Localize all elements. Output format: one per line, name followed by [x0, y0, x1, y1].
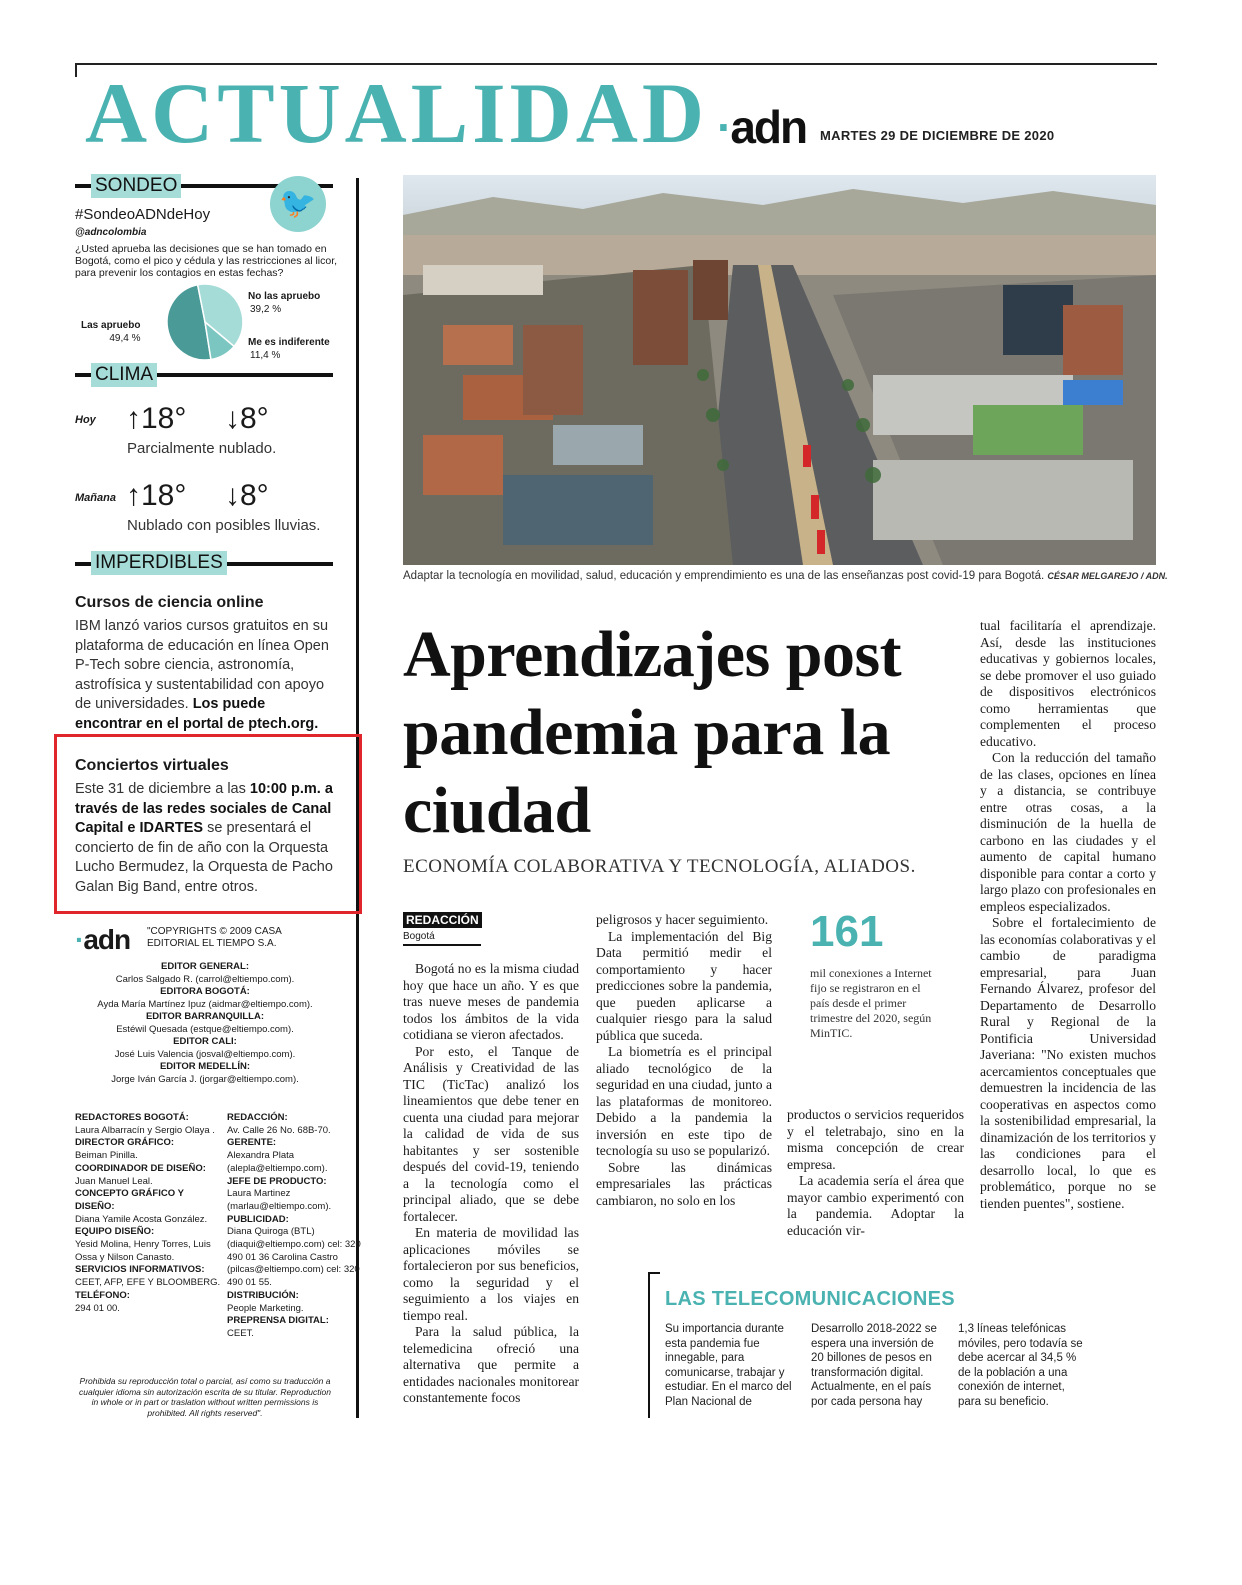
paragraph: tual facilitaría el aprendizaje. Así, desde las instituciones educativas y gobiernos locales, se debe promover el uso guiado de dispositivos electrónicos como herramientas que complementen el proceso educativo.	[980, 618, 1156, 749]
paragraph: La biometría es el principal aliado tecnológico de la seguridad en una ciudad, junto a las plataformas de monitoreo. Debido a la pandemia la inversión en este tipo de tecnología su uso se popularizó.	[596, 1044, 772, 1158]
photo-caption	[403, 570, 1168, 582]
editor-entry: EDITOR BARRANQUILLA: Estéwil Quesada (estque@eltiempo.com).	[116, 1011, 294, 1035]
poll-label-indiff-value: 11,4 %	[250, 350, 281, 361]
paragraph: Sobre el fortalecimiento de las economías colaborativas y el cambio de paradigma empresarial, para Juan Fernando Álvarez, profesor del Departamento de Desarrollo Rural y Regional de la Pontificia Universidad Javeriana: "No existen muchos acercamientos conceptuales que demuestren la incidencia de las cooperativas en aspectos como la sostenibilidad empresarial, la dinamización de los territorios y las condiciones para el desarrollo local, lo que es problemático, porque no se tienden puentes", sostiene.	[980, 915, 1156, 1211]
highlights-heading: IMPERDIBLES	[91, 551, 227, 575]
brief-concerts-title: Conciertos virtuales	[75, 757, 229, 774]
twitter-bird-icon: 🐦	[270, 176, 326, 232]
staff-list-left	[75, 1112, 225, 1315]
poll-label-yes	[81, 319, 140, 345]
weather-tomorrow-low: ↓8°	[225, 479, 269, 512]
weather-today-desc: Parcialmente nublado.	[127, 440, 277, 457]
editor-entry: EDITOR MEDELLÍN: Jorge Iván García J. (jorgar@eltiempo.com).	[111, 1061, 299, 1085]
brief-concerts-text-b: se presentará el concierto de fin de año con la Orquesta Lucho Bermudez, la Orquesta de Pacho Galan Big Band, entre otros.	[75, 820, 333, 895]
paragraph: La implementación del Big Data permitió medir el comportamiento y hacer predicciones sobre la pandemia, que pueden aplicarse a cualquier riesgo para la salud pública que suceda.	[596, 928, 772, 1043]
paragraph: productos o servicios requeridos y el teletrabajo, sino en la misma concepción de crear empresa.	[787, 1107, 964, 1172]
article-column-4	[980, 618, 1156, 1212]
poll-label-no-name: No las apruebo	[248, 291, 321, 302]
weather-today-day: Hoy	[75, 414, 96, 426]
brief-courses-title: Cursos de ciencia online	[75, 594, 264, 611]
paragraph: peligrosos y hacer seguimiento.	[596, 912, 769, 927]
editor-entry: EDITORA BOGOTÁ: Ayda María Martínez Ipuz (aidmar@eltiempo.com).	[97, 986, 313, 1010]
poll-handle: @adncolombia	[75, 227, 147, 238]
staff-entry: REDACCIÓN: Av. Calle 26 No. 68B-70.	[227, 1112, 331, 1136]
staff-entry: SERVICIOS INFORMATIVOS: CEET, AFP, EFE Y BLOOMBERG.	[75, 1264, 221, 1289]
section-title: ACTUALIDAD	[85, 65, 708, 161]
credits-logo: ·adn	[75, 924, 131, 955]
byline-label: REDACCIÓN	[403, 912, 482, 928]
staff-entry: DIRECTOR GRÁFICO: Beiman Pinilla.	[75, 1137, 175, 1162]
byline-rule	[403, 944, 481, 946]
article-column-3	[787, 1107, 964, 1239]
brief-concerts-body	[75, 780, 333, 897]
hero-photo	[403, 175, 1156, 565]
article-subhead: ECONOMÍA COLABORATIVA Y TECNOLOGÍA, ALIADOS.	[403, 856, 916, 877]
telecom-column-1: Su importancia durante esta pandemia fue innegable, para comunicarse, trabajar y estudiar. En el marco del Plan Nacional de	[665, 1323, 792, 1408]
poll-question: ¿Usted aprueba las decisiones que se han tomado en Bogotá, como el pico y cédula y las restricciones al licor, para prevenir los contagios en estas fechas?	[75, 243, 338, 279]
editors-list	[75, 961, 335, 1086]
brief-courses-body	[75, 617, 333, 734]
article-column-1	[403, 961, 579, 1407]
article-headline: Aprendizajes post pandemia para la ciudad	[403, 618, 902, 847]
staff-entry: JEFE DE PRODUCTO: Laura Martinez (marlau@eltiempo.com).	[227, 1175, 332, 1212]
staff-entry: CONCEPTO GRÁFICO Y DISEÑO: Diana Yamile Acosta González.	[75, 1188, 208, 1225]
issue-date: MARTES 29 DE DICIEMBRE DE 2020	[820, 128, 1055, 143]
brand-logo: ·adn	[717, 101, 807, 153]
poll-label-indiff	[248, 336, 330, 362]
byline-city: Bogotá	[403, 931, 435, 942]
paragraph: Sobre las dinámicas empresariales las prácticas cambiaron, no solo en los	[596, 1159, 772, 1208]
editor-entry: EDITOR CALI: José Luis Valencia (josval@eltiempo.com).	[114, 1036, 296, 1060]
staff-entry: PUBLICIDAD: Diana Quiroga (BTL) (diaqui@eltiempo.com) cel: 320 490 01 36 Carolina Castro (pilcas@eltiempo.com) cel: 320 490 01 55.	[227, 1213, 361, 1289]
poll-heading: SONDEO	[91, 174, 181, 198]
poll-label-yes-value: 49,4 %	[109, 333, 141, 344]
staff-entry: COORDINADOR DE DISEÑO: Juan Manuel Leal.	[75, 1162, 206, 1187]
copyright-notice: "COPYRIGHTS © 2009 CASA EDITORIAL EL TIEMPO S.A.	[147, 926, 282, 949]
weather-tomorrow-desc: Nublado con posibles lluvias.	[127, 517, 321, 534]
poll-label-yes-name: Las apruebo	[81, 320, 141, 331]
telecom-column-3: 1,3 líneas telefónicas móviles, pero todavía se debe acercar al 34,5 % de la población a una conexión de internet, para su beneficio.	[958, 1323, 1083, 1408]
stat-text: mil conexiones a Internet fijo se registraron en el país desde el primer trimestre del 2020, según MinTIC.	[810, 966, 932, 1040]
weather-tomorrow-day: Mañana	[75, 492, 116, 504]
staff-entry: TELÉFONO: 294 01 00.	[75, 1289, 130, 1314]
photo-caption-text: Adaptar la tecnología en movilidad, salud, educación y emprendimiento es una de las enseñanzas post covid-19 para Bogotá.	[403, 570, 1045, 582]
weather-heading: CLIMA	[91, 363, 157, 387]
paragraph: Bogotá no es la misma ciudad hoy que hace un año. Y es que tras nueve meses de pandemia todos los ámbitos de la vida cotidiana se vieron afectados.	[403, 961, 579, 1042]
paragraph: Para la salud pública, la telemedicina ofreció una alternativa que permite a entidades nacionales monitorear constantemente focos	[403, 1324, 579, 1405]
article-column-2	[596, 912, 772, 1209]
editor-entry: EDITOR GENERAL: Carlos Salgado R. (carrol@eltiempo.com).	[115, 961, 295, 985]
weather-tomorrow-high: ↑18°	[126, 479, 187, 512]
poll-label-no	[248, 290, 320, 316]
paragraph: Por esto, el Tanque de Análisis y Creatividad de las TIC (TicTac) analizó los lineamientos que debe tener en cuenta una ciudad para mejorar la calidad de vida de sus habitantes y ser sostenible después del covid-19, teniendo a la tecnología como el principal aliado, que se debe fortalecer.	[403, 1043, 579, 1224]
staff-entry: EQUIPO DISEÑO: Yesid Molina, Henry Torres, Luis Ossa y Nilson Canasto.	[75, 1226, 211, 1263]
staff-entry: DISTRIBUCIÓN: People Marketing.	[227, 1289, 304, 1314]
photo-credit: CÉSAR MELGAREJO / ADN.	[1047, 571, 1168, 581]
legal-notice: Prohibida su reproducción total o parcial, así como su traducción a cualquier idioma sin autorización escrita de su titular. Reproduction in whole or in part or traslation without written permissions is prohibited. All rights reserved".	[79, 1376, 331, 1418]
paragraph: En materia de movilidad las aplicaciones móviles se fortalecieron por sus beneficios, como la seguridad y el seguimiento a los viajes en tiempo real.	[403, 1225, 579, 1323]
stat-number: 161	[810, 907, 884, 956]
brand-logo-text: adn	[730, 101, 807, 153]
brief-courses-text: IBM lanzó varios cursos gratuitos en su plataforma de educación en línea Open P-Tech sobre ciencia, astronomía, astrofísica y sustentabilidad con apoyo de universidades.	[75, 618, 329, 712]
brief-concerts-bold: 10:00 p.m. a través de las redes sociales de Canal Capital e IDARTES	[75, 781, 333, 836]
weather-today-high: ↑18°	[126, 402, 187, 435]
telecom-frame-top	[648, 1272, 660, 1274]
poll-label-indiff-name: Me es indiferente	[248, 337, 330, 348]
telecom-column-2: Desarrollo 2018-2022 se espera una inversión de 20 billones de pesos en transformación digital. Actualmente, en el país por cada persona hay	[811, 1323, 937, 1408]
paragraph: Con la reducción del tamaño de las clases, opciones en línea y a distancia, se contribuye entre otras cosas, a la disminución de la huella de carbono en las ciudades y el aumento de capital humano disponible para contar a corto y largo plazo con profesionales en empleos especializados.	[980, 750, 1156, 914]
poll-pie-chart	[155, 280, 255, 364]
telecom-title: LAS TELECOMUNICACIONES	[665, 1288, 955, 1310]
staff-entry: PREPRENSA DIGITAL: CEET.	[227, 1315, 329, 1339]
paragraph: La academia sería el área que mayor cambio experimentó con la pandemia. Adoptar la educación vir-	[787, 1173, 964, 1238]
staff-entry: REDACTORES BOGOTÁ: Laura Albarracín y Sergio Olaya .	[75, 1112, 215, 1136]
credits-logo-text: adn	[83, 924, 131, 955]
staff-list-right	[227, 1112, 362, 1341]
brief-concerts-text-a: Este 31 de diciembre a las	[75, 781, 250, 797]
weather-today-low: ↓8°	[225, 402, 269, 435]
top-rule-tick	[75, 63, 77, 77]
poll-label-no-value: 39,2 %	[250, 304, 282, 315]
telecom-frame	[648, 1272, 650, 1418]
brief-courses-link-text: Los puede encontrar en el portal de ptech.org.	[75, 696, 319, 732]
staff-entry: GERENTE: Alexandra Plata (alepla@eltiempo.com).	[227, 1137, 328, 1174]
poll-hashtag: #SondeoADNdeHoy	[75, 206, 211, 223]
